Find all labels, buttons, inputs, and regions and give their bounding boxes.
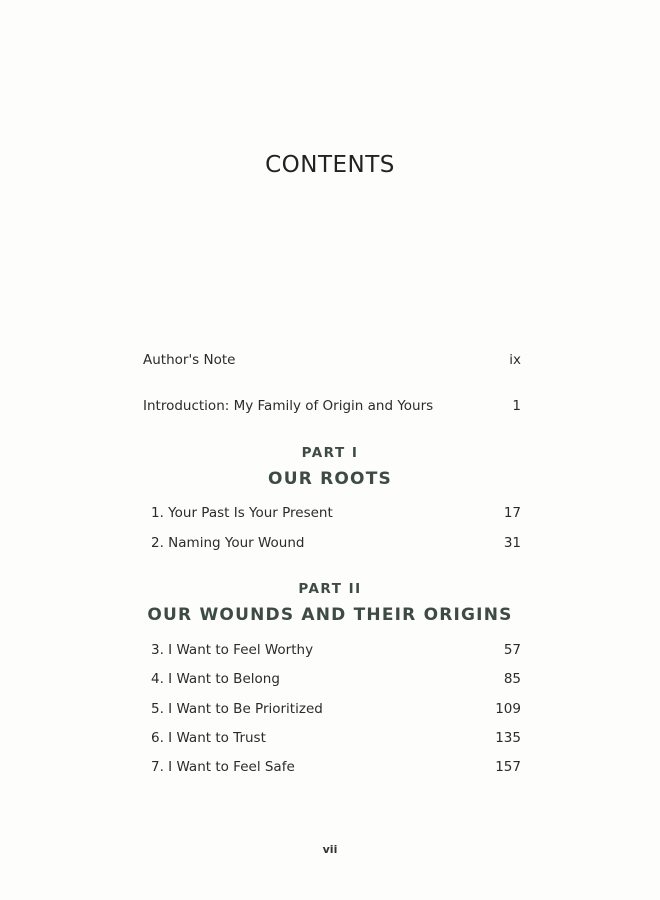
chapter-page: 57 (503, 642, 521, 658)
chapter-title: 2. Naming Your Wound (151, 535, 305, 551)
toc-chapter (0, 642, 660, 662)
part-label: PART I (301, 445, 359, 461)
part-title: OUR ROOTS (268, 469, 392, 489)
chapter-title: 6. I Want to Trust (151, 730, 266, 746)
chapter-page: 85 (503, 671, 521, 687)
toc-chapter (0, 671, 660, 691)
toc-entry-title: Author's Note (143, 352, 236, 368)
part-title: OUR WOUNDS AND THEIR ORIGINS (147, 605, 513, 625)
toc-chapter (0, 701, 660, 721)
chapter-title: 1. Your Past Is Your Present (151, 505, 333, 521)
page-title: CONTENTS (265, 152, 395, 178)
toc-entry-title: Introduction: My Family of Origin and Yours (143, 398, 434, 414)
chapter-title: 7. I Want to Feel Safe (151, 759, 295, 775)
chapter-title: 5. I Want to Be Prioritized (151, 701, 323, 717)
page-number: vii (322, 843, 338, 856)
chapter-page: 157 (495, 759, 521, 775)
chapter-page: 135 (495, 730, 521, 746)
toc-chapter (0, 730, 660, 750)
chapter-page: 109 (495, 701, 521, 717)
chapter-page: 17 (503, 505, 521, 521)
toc-entry-introduction (0, 398, 660, 418)
toc-entry-authors-note (0, 352, 660, 372)
toc-entry-page: ix (509, 352, 521, 368)
toc-chapter (0, 759, 660, 779)
chapter-title: 3. I Want to Feel Worthy (151, 642, 314, 658)
toc-chapter (0, 535, 660, 555)
toc-entry-page: 1 (512, 398, 521, 414)
chapter-page: 31 (503, 535, 521, 551)
part-label: PART II (298, 581, 362, 597)
toc-chapter (0, 505, 660, 525)
chapter-title: 4. I Want to Belong (151, 671, 280, 687)
